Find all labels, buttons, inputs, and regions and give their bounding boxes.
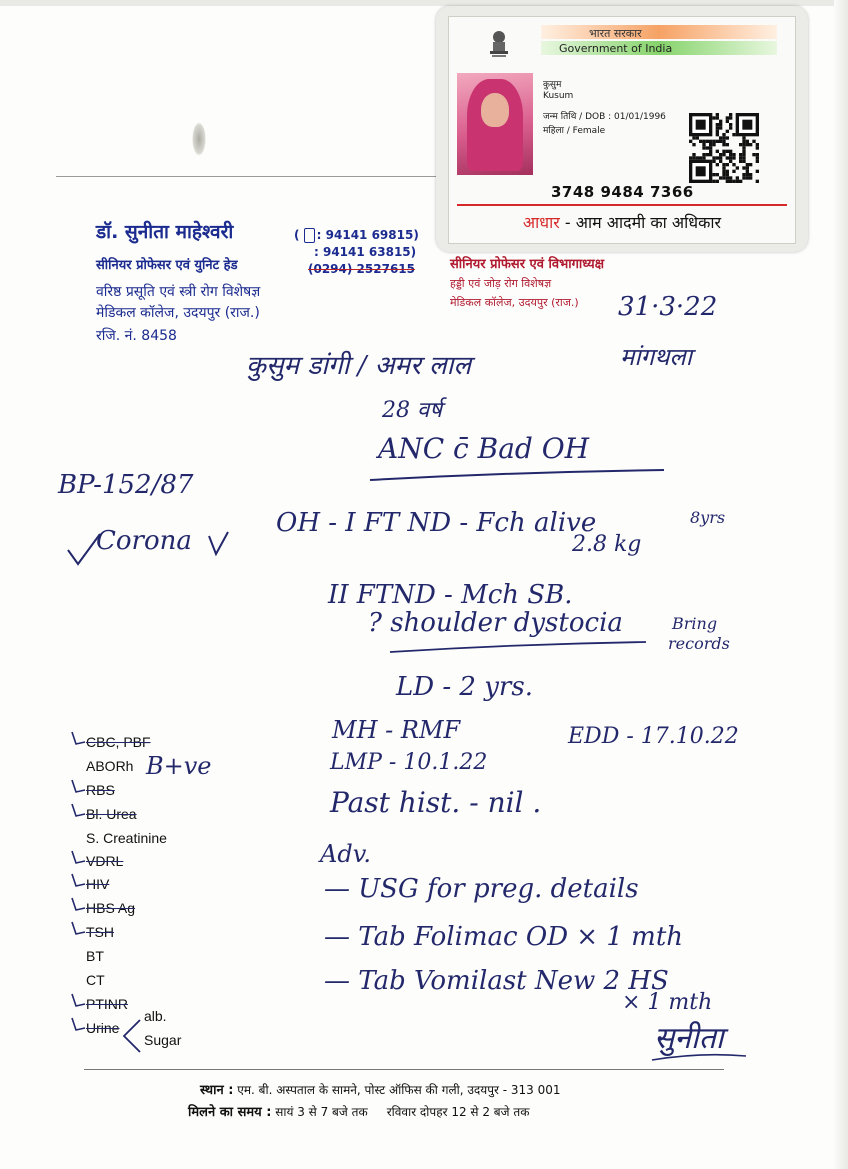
- rx-ld: LD - 2 yrs.: [396, 672, 533, 702]
- second-doctor-speciality: हड्डी एवं जोड़ रोग विशेषज्ञ: [450, 277, 552, 290]
- doctor-designation: सीनियर प्रोफेसर एवं युनिट हेड: [96, 258, 238, 273]
- card-photo: [457, 73, 533, 175]
- rx-advice-heading: Adv.: [320, 840, 372, 868]
- investigation-item: CBC, PBF: [86, 734, 151, 750]
- national-emblem-icon: [487, 29, 511, 59]
- ink-smudge: [192, 122, 206, 156]
- rx-records-2: records: [668, 634, 730, 653]
- rx-advice-3: — Tab Vomilast New 2 HS: [324, 966, 669, 996]
- complaint-underline: [368, 466, 668, 486]
- rx-advice-1: — USG for preg. details: [324, 874, 639, 904]
- investigation-item: HIV: [86, 876, 110, 892]
- rx-oh2-note: ? shoulder dystocia: [368, 608, 623, 638]
- phone-1: : 94141 69815): [316, 228, 419, 242]
- rx-mh: MH - RMF: [332, 716, 461, 744]
- footer-rule: [84, 1069, 724, 1070]
- tick-mark-icon: [70, 778, 86, 794]
- rx-patient: कुसुम डांगी / अमर लाल: [246, 351, 471, 381]
- investigation-item: Bl. Urea: [86, 806, 137, 822]
- tick-mark-icon: [70, 849, 86, 865]
- doctor-name: डॉ. सुनीता माहेश्वरी: [96, 221, 234, 243]
- rx-records-1: Bring: [672, 614, 718, 633]
- tick-mark-icon: [70, 872, 86, 888]
- rx-advice-duration: × 1 mth: [622, 990, 713, 1015]
- aadhaar-number: 3748 9484 7366: [551, 183, 694, 201]
- card-name-hindi: कुसुम: [543, 80, 562, 90]
- rx-edd: EDD - 17.10.22: [568, 724, 739, 749]
- scan-shadow: [834, 0, 848, 1169]
- second-doctor-college: मेडिकल कॉलेज, उदयपुर (राज.): [450, 296, 579, 309]
- doctor-registration: रजि. नं. 8458: [96, 328, 177, 344]
- header-rule: [56, 176, 438, 177]
- card-gender: महिला / Female: [543, 126, 606, 136]
- investigation-item: BT: [86, 948, 104, 964]
- rx-bp: BP-152/87: [58, 470, 194, 500]
- tick-mark-icon: [70, 920, 86, 936]
- signature-stroke: [650, 1050, 750, 1064]
- dystocia-underline: [388, 640, 648, 658]
- rx-age: 28 वर्ष: [382, 398, 442, 423]
- investigation-item: CT: [86, 972, 105, 988]
- gov-english: Government of India: [559, 42, 673, 55]
- doctor-college: मेडिकल कॉलेज, उदयपुर (राज.): [96, 305, 260, 321]
- rx-corona: Corona: [96, 526, 192, 556]
- tick-mark-icon: [70, 1016, 86, 1032]
- phone-2: : 94141 63815): [314, 245, 417, 259]
- rx-oh1-weight: 2.8 kg: [572, 532, 642, 557]
- rx-lmp: LMP - 10.1.22: [330, 750, 488, 775]
- investigation-item: HBS Ag: [86, 900, 136, 916]
- investigation-item: VDRL: [86, 853, 124, 869]
- aadhaar-card: [436, 6, 808, 252]
- gov-hindi: भारत सरकार: [589, 27, 642, 40]
- rx-village: मांगथला: [620, 343, 692, 371]
- urine-albumin: alb.: [144, 1008, 167, 1024]
- investigation-item: TSH: [86, 924, 114, 940]
- tick-mark-icon: [70, 992, 86, 1008]
- rx-date: 31·3·22: [618, 292, 718, 322]
- investigation-item: RBS: [86, 782, 115, 798]
- qr-code-icon: [689, 113, 759, 183]
- tick-mark-icon: [70, 802, 86, 818]
- rx-past-history: Past hist. - nil .: [330, 786, 542, 819]
- aadhaar-card-face: [448, 16, 796, 244]
- urine-bracket: [120, 1016, 142, 1056]
- aadhaar-slogan: आधार - आम आदमी का अधिकार: [522, 213, 722, 232]
- second-doctor-title: सीनियर प्रोफेसर एवं विभागाध्यक्ष: [450, 257, 605, 272]
- corona-check-icon: [206, 530, 232, 560]
- investigation-item: S. Creatinine: [86, 830, 167, 846]
- investigation-item: Urine: [86, 1020, 120, 1036]
- mobile-phone-icon: [304, 228, 315, 243]
- investigation-item: PTINR: [86, 996, 128, 1012]
- card-name-english: Kusum: [543, 91, 574, 101]
- rx-advice-2: — Tab Folimac OD × 1 mth: [324, 922, 684, 952]
- card-red-rule: [457, 204, 787, 206]
- footer-timing: मिलने का समय : सायं 3 से 7 बजे तक रविवार दोपहर 12 से 2 बजे तक: [188, 1105, 530, 1120]
- tick-mark-icon: [70, 730, 86, 746]
- rx-complaint: ANC c̄ Bad OH: [378, 432, 590, 465]
- doctor-speciality: वरिष्ठ प्रसूति एवं स्त्री रोग विशेषज्ञ: [96, 284, 261, 300]
- doctor-signature: सुनीता: [654, 1021, 724, 1056]
- investigation-item: ABORh: [86, 758, 134, 774]
- tick-mark-icon: [70, 896, 86, 912]
- card-dob: जन्म तिथि / DOB : 01/01/1996: [543, 112, 666, 122]
- rx-oh1-years: 8yrs: [690, 508, 726, 527]
- card-band-orange: [541, 25, 777, 39]
- urine-sugar: Sugar: [144, 1032, 182, 1048]
- phone-landline: (0294) 2527615: [308, 262, 415, 276]
- blood-group: B+ve: [146, 752, 212, 780]
- footer-address: स्थान : एम. बी. अस्पताल के सामने, पोस्ट ऑफिस की गली, उदयपुर - 313 001: [200, 1083, 561, 1098]
- rx-oh2: II FTND - Mch SB.: [328, 580, 573, 610]
- rx-oh1: OH - I FT ND - Fch alive: [276, 508, 597, 538]
- doctor-phones: ( : 94141 69815) : 94141 63815) (0294) 2527615: [294, 228, 419, 276]
